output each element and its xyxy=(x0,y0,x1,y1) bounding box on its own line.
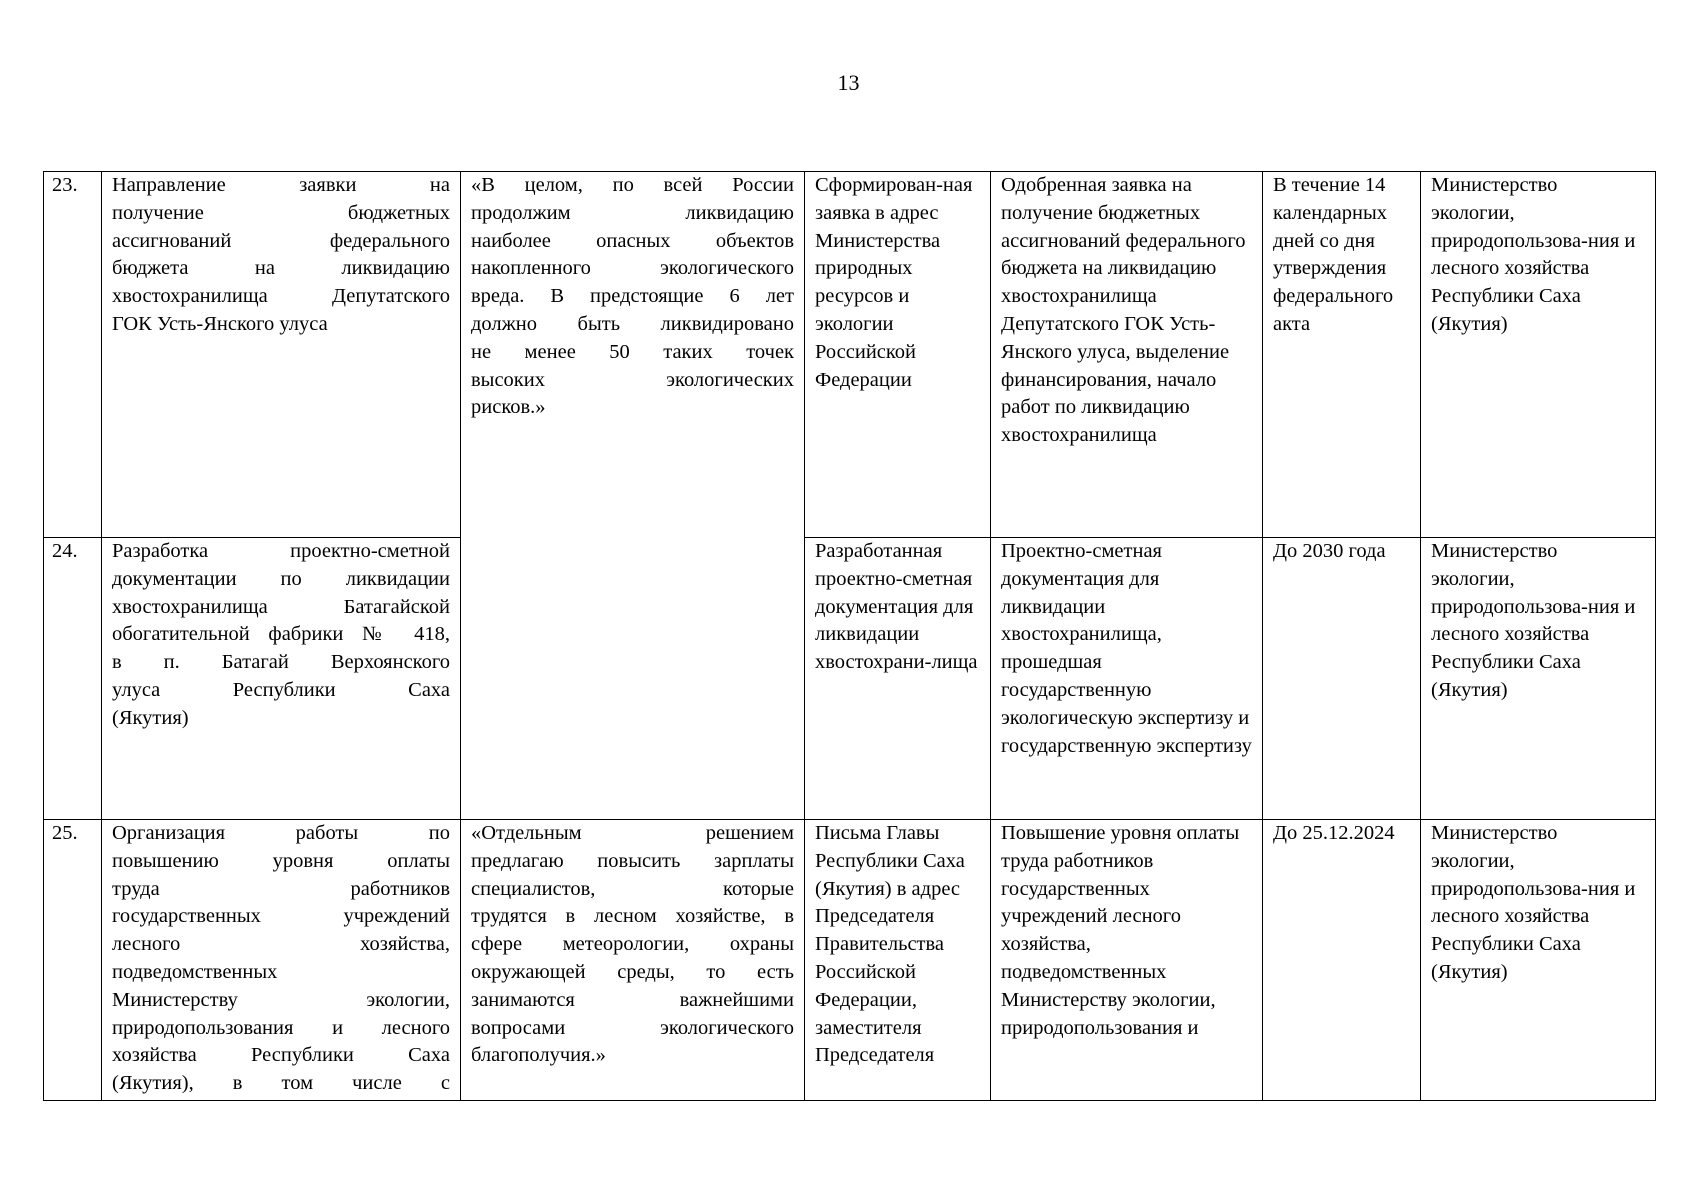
result-cell xyxy=(991,820,1263,1101)
activity-line: получение бюджетных xyxy=(112,201,450,224)
form-text: Сформирован-ная заявка в адрес Министерства природных ресурсов и экологии Российской Федерации xyxy=(815,174,973,391)
activity-cell xyxy=(102,538,461,820)
form-cell xyxy=(805,172,991,538)
quote-line: специалистов, которые xyxy=(471,877,794,900)
table-row xyxy=(44,538,1656,820)
activity-line: ГОК Усть-Янского улуса xyxy=(112,312,328,335)
activity-line: обогатительной фабрики № 418, xyxy=(112,623,450,646)
activity-cell xyxy=(102,172,461,538)
activity-line: природопользования и лесного xyxy=(112,1016,450,1039)
quote-line: занимаются важнейшими xyxy=(471,988,794,1011)
activity-line: (Якутия) xyxy=(112,706,189,729)
activity-line: Организация работы по xyxy=(112,822,450,844)
activity-line: Министерству экологии, xyxy=(112,988,450,1011)
deadline-cell xyxy=(1263,172,1421,538)
result-text: Проектно-сметная документация для ликвидации хвостохранилища, прошедшая государственную экологическую экспертизу и государственную экспертизу xyxy=(1001,540,1252,757)
result-cell xyxy=(991,538,1263,820)
responsible-cell xyxy=(1421,820,1656,1101)
activity-line: (Якутия), в том числе с xyxy=(112,1072,450,1095)
activity-line: лесного хозяйства, xyxy=(112,933,450,956)
quote-line: трудятся в лесном хозяйстве, в xyxy=(471,905,794,928)
quote-line: благополучия.» xyxy=(471,1044,606,1067)
activity-line: государственных учреждений xyxy=(112,905,450,928)
activity-line: подведомственных xyxy=(112,960,278,983)
activity-line: Разработка проектно-сметной xyxy=(112,540,450,562)
activity-line: повышению уровня оплаты xyxy=(112,849,450,872)
quote-line: наиболее опасных объектов xyxy=(471,229,794,252)
result-text: Одобренная заявка на получение бюджетных ассигнований федерального бюджета на ликвидацию хвостохранилища Депутатского ГОК Усть-Янского улуса, выделение финансирования, начало работ по ликвидацию хвостохранилища xyxy=(1001,174,1246,447)
deadline-text: До 25.12.2024 xyxy=(1273,822,1395,844)
responsible-cell xyxy=(1421,172,1656,538)
quote-line: окружающей среды, то есть xyxy=(471,960,794,983)
activity-cell xyxy=(102,820,461,1101)
table-row xyxy=(44,172,1656,538)
activity-line: документации по ликвидации xyxy=(112,567,450,590)
form-text: Разработанная проектно-сметная документация для ликвидации хвостохрани-лища xyxy=(815,540,978,674)
row-number: 23. xyxy=(44,172,102,538)
responsible-cell xyxy=(1421,538,1656,820)
responsible-text: Министерство экологии, природопользова-ния и лесного хозяйства Республики Саха (Якутия) xyxy=(1431,822,1636,983)
row-number: 24. xyxy=(44,538,102,820)
deadline-text: До 2030 года xyxy=(1273,540,1386,562)
plan-table xyxy=(43,171,1656,1101)
quote-cell xyxy=(461,820,805,1101)
quote-line: не менее 50 таких точек xyxy=(471,340,794,363)
form-cell xyxy=(805,538,991,820)
activity-line: бюджета на ликвидацию xyxy=(112,257,450,280)
quote-line: накопленного экологического xyxy=(471,257,794,280)
page-number: 13 xyxy=(837,70,860,95)
deadline-text: В течение 14 календарных дней со дня утверждения федерального акта xyxy=(1273,174,1394,335)
quote-line: продолжим ликвидацию xyxy=(471,201,794,224)
row-number: 25. xyxy=(44,820,102,1101)
responsible-text: Министерство экологии, природопользова-ния и лесного хозяйства Республики Саха (Якутия) xyxy=(1431,540,1636,701)
quote-line: должно быть ликвидировано xyxy=(471,312,794,335)
quote-line: вреда. В предстоящие 6 лет xyxy=(471,285,794,308)
activity-line: ассигнований федерального xyxy=(112,229,450,252)
quote-line: «Отдельным решением xyxy=(471,822,794,844)
responsible-text: Министерство экологии, природопользова-ния и лесного хозяйства Республики Саха (Якутия) xyxy=(1431,174,1636,335)
quote-line: «В целом, по всей России xyxy=(471,174,794,196)
activity-line: труда работников xyxy=(112,877,450,900)
deadline-cell xyxy=(1263,538,1421,820)
quote-line: предлагаю повысить зарплаты xyxy=(471,849,794,872)
activity-line: хвостохранилища Батагайской xyxy=(112,595,450,618)
form-text: Письма Главы Республики Саха (Якутия) в адрес Председателя Правительства Российской Федерации, заместителя Председателя xyxy=(815,822,965,1067)
form-cell xyxy=(805,820,991,1101)
activity-line: хозяйства Республики Саха xyxy=(112,1044,450,1067)
quote-line: сфере метеорологии, охраны xyxy=(471,933,794,956)
activity-line: в п. Батагай Верхоянского xyxy=(112,651,450,674)
result-cell xyxy=(991,172,1263,538)
activity-line: Направление заявки на xyxy=(112,174,450,196)
deadline-cell xyxy=(1263,820,1421,1101)
quote-line: рисков.» xyxy=(471,396,546,419)
table-row xyxy=(44,820,1656,1101)
quote-line: высоких экологических xyxy=(471,368,794,391)
quote-line: вопросами экологического xyxy=(471,1016,794,1039)
activity-line: улуса Республики Саха xyxy=(112,678,450,701)
result-text: Повышение уровня оплаты труда работников государственных учреждений лесного хозяйства, подведомственных Министерству экологии, природопользования и xyxy=(1001,822,1240,1039)
activity-line: хвостохранилища Депутатского xyxy=(112,285,450,308)
quote-cell xyxy=(461,172,805,820)
